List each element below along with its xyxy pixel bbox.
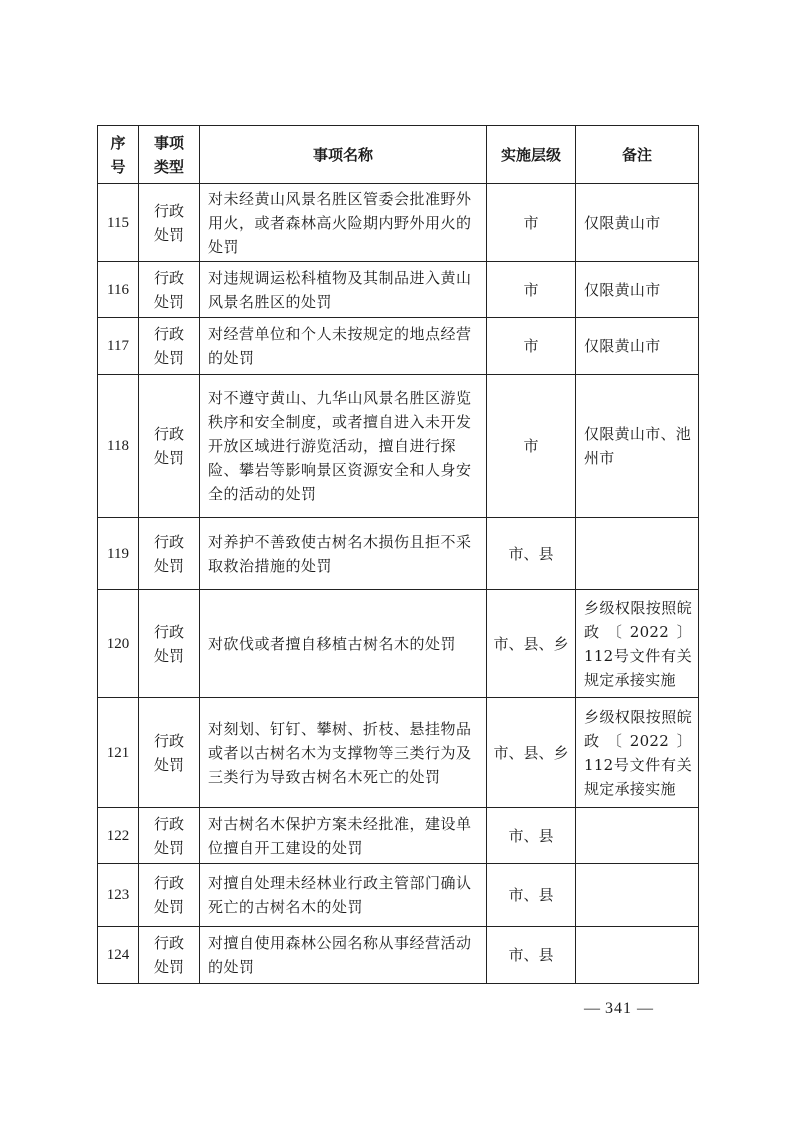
row-type [139, 808, 200, 864]
row-no: 116 [98, 262, 139, 318]
row-type-line1: 行政 [153, 814, 184, 833]
table-row [98, 318, 699, 375]
table-row [98, 808, 699, 864]
row-note: 乡级权限按照皖政〔2022〕112号文件有关规定承接实施 [576, 698, 699, 808]
row-type-line2: 处罚 [153, 898, 184, 916]
row-type-line2: 处罚 [153, 838, 184, 857]
row-note: 乡级权限按照皖政〔2022〕112号文件有关规定承接实施 [576, 590, 699, 698]
row-name: 对不遵守黄山、九华山风景名胜区游览秩序和安全制度，或者擅自进入未开发开放区域进行游览活动，擅自进行探险、攀岩等影响景区资源安全和人身安全的活动的处罚 [200, 375, 487, 518]
row-note: 仅限黄山市 [576, 262, 699, 318]
table-row [98, 927, 699, 984]
row-level: 市、县 [487, 927, 576, 984]
row-level: 市、县、乡 [487, 590, 576, 698]
header-no-line2: 号 [110, 157, 126, 176]
row-note: 仅限黄山市 [576, 318, 699, 375]
row-no: 121 [98, 698, 139, 808]
header-note: 备注 [576, 126, 699, 184]
table-row [98, 375, 699, 518]
row-type-line1: 行政 [153, 532, 184, 551]
row-type-line1: 行政 [153, 425, 184, 443]
header-no-line1: 序 [110, 133, 126, 152]
row-type-line2: 处罚 [153, 958, 184, 976]
row-level: 市 [487, 318, 576, 375]
row-type [139, 698, 200, 808]
row-no: 122 [98, 808, 139, 864]
row-type-line1: 行政 [153, 268, 184, 287]
row-name: 对未经黄山风景名胜区管委会批准野外用火，或者森林高火险期内野外用火的处罚 [200, 184, 487, 262]
header-type-line2: 类型 [153, 157, 184, 176]
row-name: 对刻划、钉钉、攀树、折枝、悬挂物品或者以古树名木为支撑物等三类行为及三类行为导致古树名木死亡的处罚 [200, 698, 487, 808]
row-no: 124 [98, 927, 139, 984]
page-number-dash-right: — [637, 1000, 653, 1017]
table-row [98, 698, 699, 808]
row-type-line2: 处罚 [153, 449, 184, 467]
row-no: 117 [98, 318, 139, 375]
row-name: 对古树名木保护方案未经批准，建设单位擅自开工建设的处罚 [200, 808, 487, 864]
row-type-line1: 行政 [153, 731, 184, 750]
row-level: 市、县 [487, 518, 576, 590]
row-type-line1: 行政 [153, 325, 184, 343]
row-type [139, 518, 200, 590]
row-type-line2: 处罚 [153, 349, 184, 367]
row-type-line2: 处罚 [153, 225, 184, 244]
row-name: 对养护不善致使古树名木损伤且拒不采取救治措施的处罚 [200, 518, 487, 590]
row-note: 仅限黄山市 [576, 184, 699, 262]
row-type-line2: 处罚 [153, 646, 184, 665]
page-number-dash-left: — [584, 1000, 600, 1017]
row-name: 对违规调运松科植物及其制品进入黄山风景名胜区的处罚 [200, 262, 487, 318]
row-type-line2: 处罚 [153, 556, 184, 575]
row-type [139, 927, 200, 984]
row-level: 市、县 [487, 808, 576, 864]
row-type [139, 318, 200, 375]
row-level: 市 [487, 184, 576, 262]
row-type [139, 375, 200, 518]
row-type-line2: 处罚 [153, 755, 184, 774]
row-type-line1: 行政 [153, 622, 184, 641]
table-row [98, 184, 699, 262]
row-level: 市、县 [487, 864, 576, 927]
table-row [98, 518, 699, 590]
row-level: 市 [487, 375, 576, 518]
matters-table [97, 125, 699, 984]
row-type [139, 590, 200, 698]
table-header-row [98, 126, 699, 184]
page-number-value: 341 [605, 1000, 632, 1017]
row-no: 118 [98, 375, 139, 518]
row-type-line2: 处罚 [153, 292, 184, 311]
page-number [584, 1000, 653, 1018]
row-note [576, 518, 699, 590]
row-note: 仅限黄山市、池州市 [576, 375, 699, 518]
header-type-line1: 事项 [153, 133, 184, 152]
row-type [139, 184, 200, 262]
row-name: 对擅自使用森林公园名称从事经营活动的处罚 [200, 927, 487, 984]
table-row [98, 864, 699, 927]
row-type [139, 262, 200, 318]
table-row [98, 590, 699, 698]
row-note [576, 927, 699, 984]
row-type [139, 864, 200, 927]
row-type-line1: 行政 [153, 201, 184, 220]
row-no: 120 [98, 590, 139, 698]
row-level: 市 [487, 262, 576, 318]
header-level: 实施层级 [487, 126, 576, 184]
row-name: 对经营单位和个人未按规定的地点经营的处罚 [200, 318, 487, 375]
row-level: 市、县、乡 [487, 698, 576, 808]
row-no: 115 [98, 184, 139, 262]
row-name: 对擅自处理未经林业行政主管部门确认死亡的古树名木的处罚 [200, 864, 487, 927]
row-name: 对砍伐或者擅自移植古树名木的处罚 [200, 590, 487, 698]
table-row [98, 262, 699, 318]
header-name: 事项名称 [200, 126, 487, 184]
row-no: 119 [98, 518, 139, 590]
row-no: 123 [98, 864, 139, 927]
row-note [576, 864, 699, 927]
header-no [98, 126, 139, 184]
header-type [139, 126, 200, 184]
row-note [576, 808, 699, 864]
row-type-line1: 行政 [153, 934, 184, 952]
row-type-line1: 行政 [153, 874, 184, 892]
